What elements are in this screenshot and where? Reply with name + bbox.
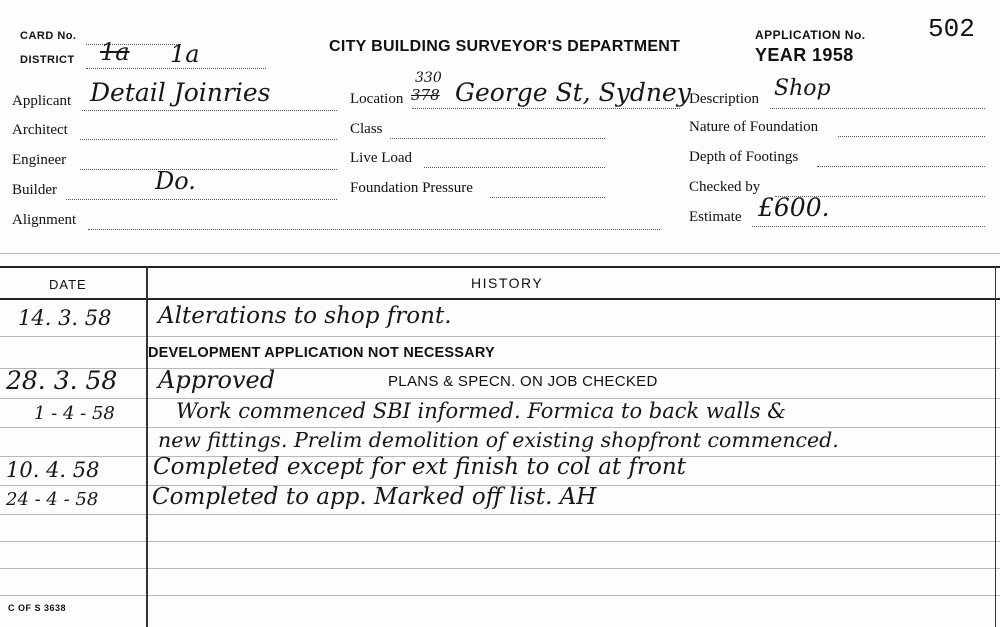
ruled-line xyxy=(0,568,1000,569)
location-label: Location xyxy=(350,91,404,107)
history-date: 24 - 4 - 58 xyxy=(6,489,99,510)
district-dotted-line xyxy=(86,68,266,69)
nature-of-foundation-label: Nature of Foundation xyxy=(689,119,819,135)
history-stamp-plans-checked: PLANS & SPECN. ON JOB CHECKED xyxy=(388,373,658,390)
history-date: 1 - 4 - 58 xyxy=(34,403,115,424)
applicant-dotted-line xyxy=(82,110,337,111)
location-number-new: 330 xyxy=(415,70,442,86)
history-entry: Alterations to shop front. xyxy=(158,303,452,329)
foundation-pressure-dotted-line xyxy=(490,197,605,198)
live-load-label: Live Load xyxy=(350,150,413,166)
ruled-line xyxy=(0,336,1000,337)
location-dotted-line xyxy=(412,108,680,109)
history-date: 10. 4. 58 xyxy=(6,458,100,482)
alignment-dotted-line xyxy=(88,229,660,230)
history-column-header: HISTORY xyxy=(471,275,544,291)
district-value: 1a xyxy=(170,40,200,68)
class-label: Class xyxy=(350,121,383,137)
history-entry: Work commenced SBI informed. Formica to back walls & xyxy=(176,399,786,423)
ruled-line xyxy=(0,253,1000,254)
class-dotted-line xyxy=(390,138,605,139)
applicant-value: Detail Joinries xyxy=(90,78,271,107)
nature-of-foundation-dotted-line xyxy=(838,136,985,137)
engineer-label: Engineer xyxy=(12,152,67,168)
location-number-struck: 378 xyxy=(411,86,440,104)
builder-value: Do. xyxy=(155,167,196,195)
ruled-line xyxy=(0,541,1000,542)
right-column-edge xyxy=(995,266,996,627)
application-no-label: APPLICATION No. xyxy=(755,28,866,42)
history-entry: Completed except for ext finish to col at front xyxy=(153,454,686,480)
application-no-value: 502 xyxy=(928,14,975,44)
history-date: 28. 3. 58 xyxy=(6,366,118,395)
builder-dotted-line xyxy=(66,199,337,200)
estimate-dotted-line xyxy=(752,226,985,227)
foundation-pressure-label: Foundation Pressure xyxy=(350,180,473,196)
builder-label: Builder xyxy=(12,182,57,198)
checked-by-label: Checked by xyxy=(689,179,761,195)
description-dotted-line xyxy=(770,108,985,109)
ruled-line xyxy=(0,514,1000,515)
ruled-line xyxy=(0,368,1000,369)
history-entry: Completed to app. Marked off list. AH xyxy=(152,484,597,510)
history-header-border xyxy=(0,298,1000,300)
live-load-dotted-line xyxy=(424,167,605,168)
depth-of-footings-dotted-line xyxy=(817,166,985,167)
ruled-line xyxy=(0,595,1000,596)
architect-label: Architect xyxy=(12,122,68,138)
history-date: 14. 3. 58 xyxy=(18,306,112,330)
estimate-label: Estimate xyxy=(689,209,742,225)
history-stamp-development: DEVELOPMENT APPLICATION NOT NECESSARY xyxy=(148,345,495,361)
history-entry: new fittings. Prelim demolition of existing shopfront commenced. xyxy=(158,428,839,452)
card-no-label: CARD No. xyxy=(20,30,77,42)
applicant-label: Applicant xyxy=(12,93,72,109)
depth-of-footings-label: Depth of Footings xyxy=(689,149,799,165)
description-value: Shop xyxy=(774,76,831,101)
description-label: Description xyxy=(689,91,759,107)
department-title: CITY BUILDING SURVEYOR'S DEPARTMENT xyxy=(329,38,681,55)
date-column-header: DATE xyxy=(49,277,87,292)
estimate-value: £600. xyxy=(758,193,830,222)
architect-dotted-line xyxy=(80,139,337,140)
history-entry: Approved xyxy=(158,366,276,394)
history-top-border xyxy=(0,266,1000,268)
date-column-divider xyxy=(146,266,148,627)
engineer-dotted-line xyxy=(80,169,337,170)
district-label: DISTRICT xyxy=(20,54,75,66)
district-struck-value: 1a xyxy=(100,38,130,66)
alignment-label: Alignment xyxy=(12,212,77,228)
location-value: George St, Sydney xyxy=(455,78,691,107)
year-label: YEAR 1958 xyxy=(755,45,854,65)
form-number: C OF S 3638 xyxy=(8,603,67,613)
